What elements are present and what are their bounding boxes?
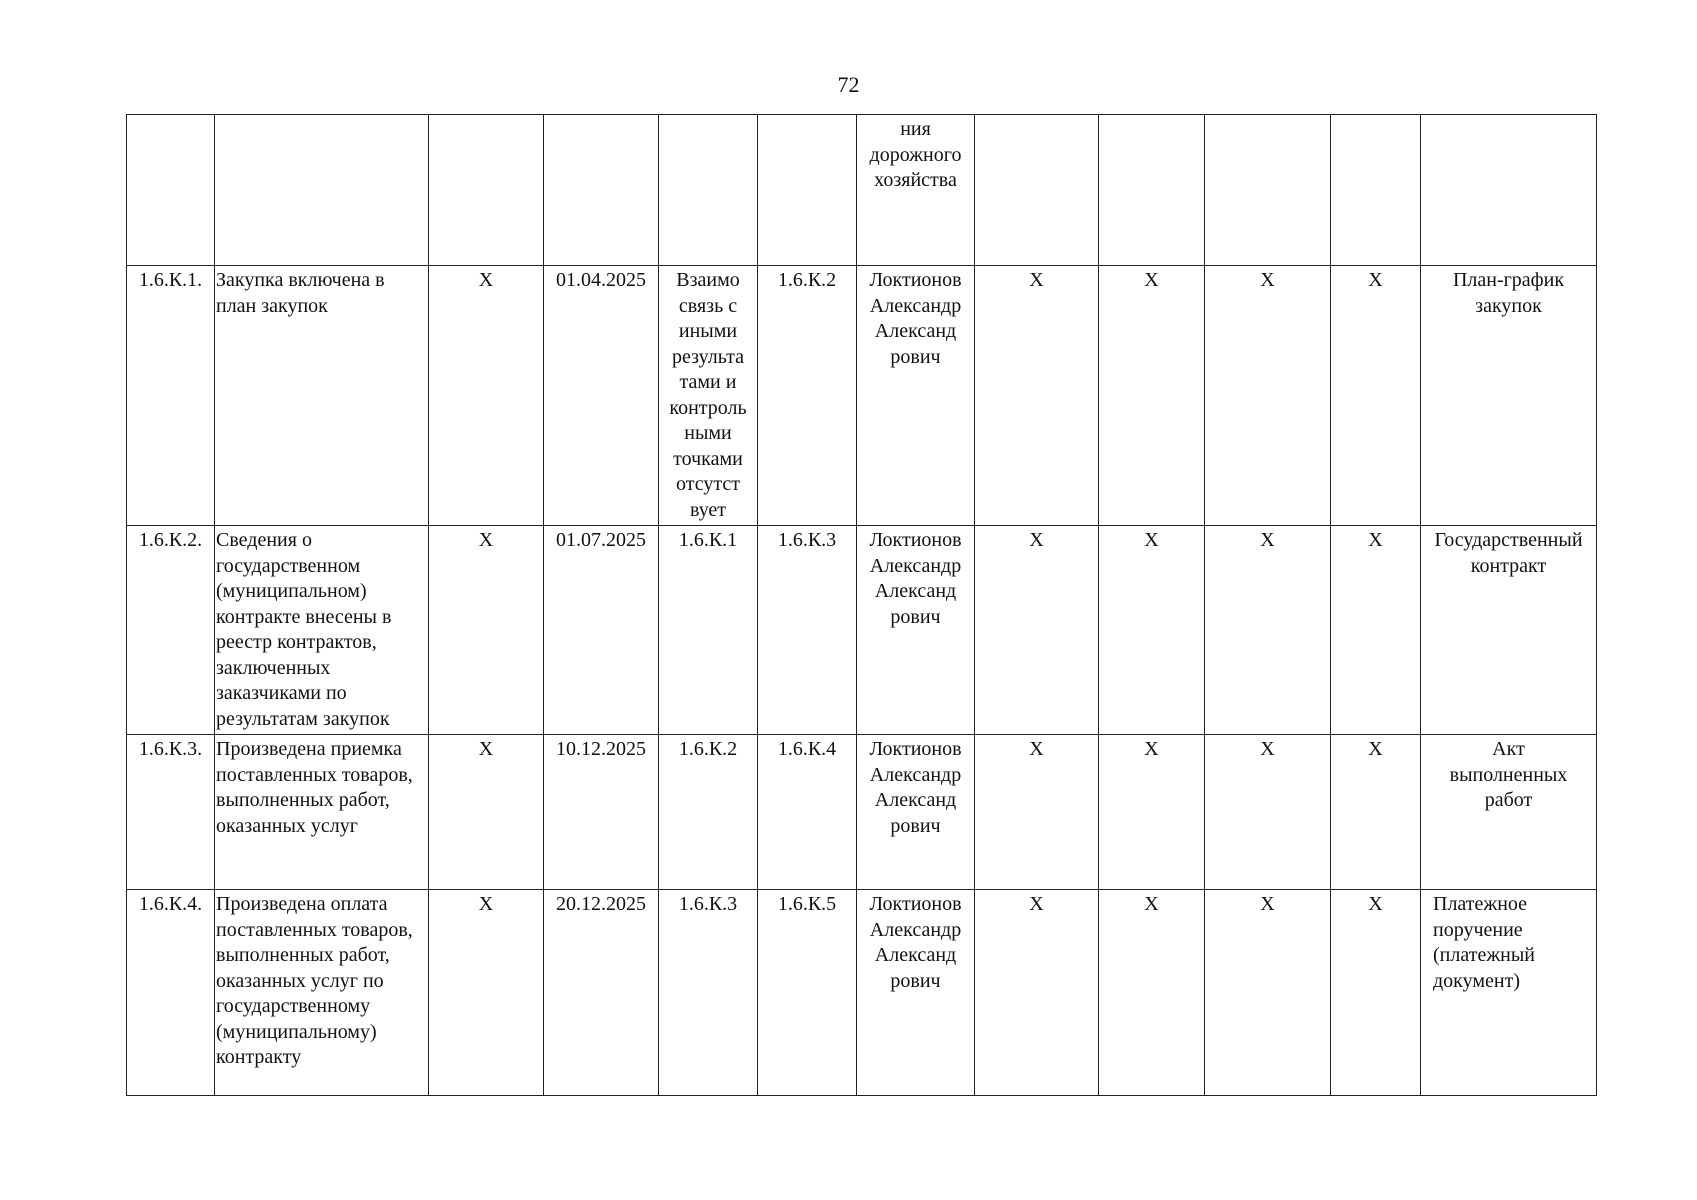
row-mark: Х <box>429 735 544 890</box>
row-successor: 1.6.К.4 <box>758 735 857 890</box>
row-responsible: Локтионов Александр Александ рович <box>857 266 975 526</box>
control-points-table <box>126 114 1597 1096</box>
row-x1: Х <box>975 266 1099 526</box>
row-x4: Х <box>1331 890 1421 1096</box>
row-x2: Х <box>1099 890 1205 1096</box>
row-predecessor: 1.6.К.1 <box>659 526 758 735</box>
row-responsible: Локтионов Александр Александ рович <box>857 735 975 890</box>
row-x1: Х <box>975 890 1099 1096</box>
table-row <box>127 526 1597 735</box>
row-description: Закупка включена в план закупок <box>215 266 429 526</box>
row-x2: Х <box>1099 266 1205 526</box>
row-date: 10.12.2025 <box>544 735 659 890</box>
row-date: 20.12.2025 <box>544 890 659 1096</box>
row-responsible: Локтионов Александр Александ рович <box>857 526 975 735</box>
row-successor: 1.6.К.5 <box>758 890 857 1096</box>
row-x3: Х <box>1205 890 1331 1096</box>
row-x3: Х <box>1205 266 1331 526</box>
row-date: 01.07.2025 <box>544 526 659 735</box>
row-document: Государственный контракт <box>1421 526 1597 735</box>
row-responsible: Локтионов Александр Александ рович <box>857 890 975 1096</box>
row-mark: Х <box>429 526 544 735</box>
row-successor: 1.6.К.2 <box>758 266 857 526</box>
row-x4: Х <box>1331 266 1421 526</box>
table-row <box>127 266 1597 526</box>
row-predecessor: 1.6.К.3 <box>659 890 758 1096</box>
responsible-tail: ния дорожного хозяйства <box>869 118 962 191</box>
page-number: 72 <box>837 72 860 97</box>
row-code: 1.6.К.4. <box>127 890 215 1096</box>
row-predecessor: Взаимо связь с иными результа тами и контроль ными точками отсутст вует <box>659 266 758 526</box>
row-description: Произведена приемка поставленных товаров, выполненных работ, оказанных услуг <box>215 735 429 890</box>
responsible-continuation <box>857 115 975 266</box>
row-code: 1.6.К.1. <box>127 266 215 526</box>
row-x3: Х <box>1205 526 1331 735</box>
row-x1: Х <box>975 526 1099 735</box>
row-x2: Х <box>1099 735 1205 890</box>
row-date: 01.04.2025 <box>544 266 659 526</box>
row-successor: 1.6.К.3 <box>758 526 857 735</box>
row-x2: Х <box>1099 526 1205 735</box>
row-description: Сведения о государственном (муниципальном) контракте внесены в реестр контрактов, заключенных заказчиками по результатам закупок <box>215 526 429 735</box>
row-x4: Х <box>1331 735 1421 890</box>
row-x4: Х <box>1331 526 1421 735</box>
row-mark: Х <box>429 890 544 1096</box>
row-x3: Х <box>1205 735 1331 890</box>
row-predecessor: 1.6.К.2 <box>659 735 758 890</box>
row-document: Акт выполненных работ <box>1421 735 1597 890</box>
row-description: Произведена оплата поставленных товаров, выполненных работ, оказанных услуг по государственному (муниципальному) контракту <box>215 890 429 1096</box>
row-document: План-график закупок <box>1421 266 1597 526</box>
row-x1: Х <box>975 735 1099 890</box>
row-code: 1.6.К.2. <box>127 526 215 735</box>
row-code: 1.6.К.3. <box>127 735 215 890</box>
continuation-row <box>127 115 1597 266</box>
table-row <box>127 890 1597 1096</box>
row-document: Платежное поручение (платежный документ) <box>1421 890 1597 1096</box>
table-row <box>127 735 1597 890</box>
row-mark: Х <box>429 266 544 526</box>
